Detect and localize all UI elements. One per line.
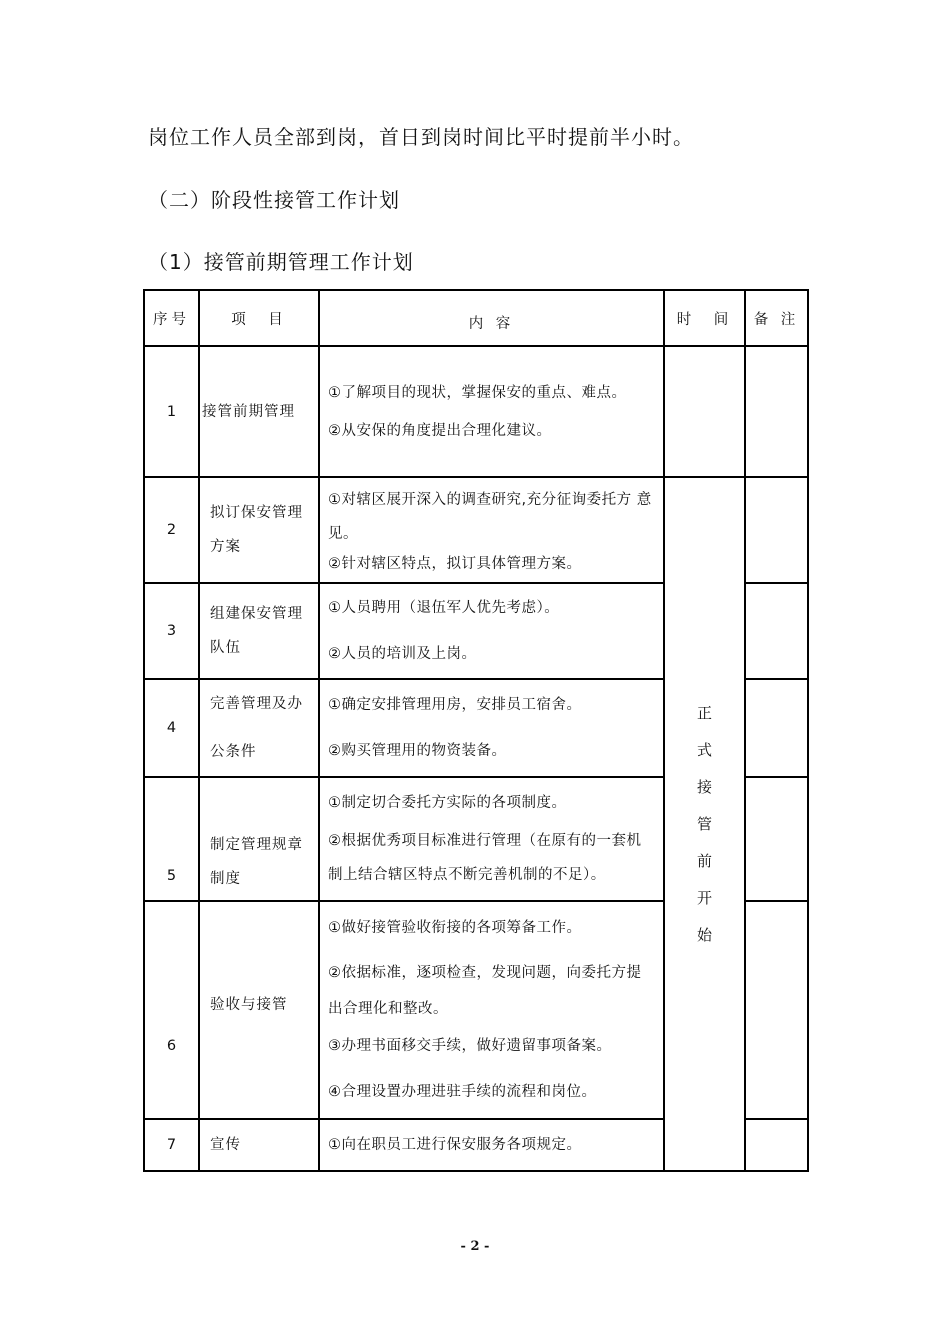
row-seq: 7 bbox=[144, 1119, 199, 1171]
note-cell bbox=[745, 583, 808, 679]
time-char: 前 bbox=[696, 851, 712, 870]
row-project: 拟订保安管理方案 bbox=[199, 477, 319, 583]
header-content: 内 容 bbox=[319, 290, 664, 346]
content-line: ④合理设置办理进驻手续的流程和岗位。 bbox=[328, 1084, 597, 1100]
row-project: 组建保安管理队伍 bbox=[199, 583, 319, 679]
content-line: ②从安保的角度提出合理化建议。 bbox=[328, 422, 552, 439]
time-char: 正 bbox=[696, 703, 712, 722]
row-seq: 1 bbox=[144, 346, 199, 477]
time-char: 始 bbox=[696, 925, 712, 944]
takeover-plan-table bbox=[143, 289, 809, 1172]
content-line: ①了解项目的现状，掌握保安的重点、难点。 bbox=[328, 384, 627, 401]
header-project: 项 目 bbox=[199, 290, 319, 346]
table-row bbox=[144, 346, 808, 477]
content-line: ②依据标准，逐项检查，发现问题，向委托方提出合理化和整改。 bbox=[328, 965, 642, 1017]
header-time: 时 间 bbox=[664, 290, 745, 346]
content-line: ①做好接管验收衔接的各项筹备工作。 bbox=[328, 920, 582, 936]
content-line: ③办理书面移交手续，做好遗留事项备案。 bbox=[328, 1038, 612, 1054]
header-note: 备 注 bbox=[745, 290, 808, 346]
row-seq: 5 bbox=[144, 777, 199, 901]
row-content bbox=[319, 901, 664, 1119]
table-row bbox=[144, 477, 808, 583]
content-line: ①对辖区展开深入的调查研究,充分征询委托方 意见。 bbox=[328, 492, 652, 542]
time-char: 接 bbox=[696, 777, 712, 796]
row-project: 完善管理及办公条件 bbox=[199, 679, 319, 777]
time-char: 管 bbox=[696, 814, 712, 833]
content-line: ②购买管理用的物资装备。 bbox=[328, 743, 507, 759]
row-content bbox=[319, 583, 664, 679]
row-project: 验收与接管 bbox=[199, 901, 319, 1119]
time-span-cell bbox=[664, 477, 745, 1171]
section-heading: （二）阶段性接管工作计划 bbox=[148, 188, 400, 212]
time-cell bbox=[664, 346, 745, 477]
note-cell bbox=[745, 346, 808, 477]
note-cell bbox=[745, 777, 808, 901]
page-number: - 2 - bbox=[460, 1239, 490, 1254]
time-char: 开 bbox=[696, 888, 712, 907]
row-content bbox=[319, 346, 664, 477]
row-seq: 2 bbox=[144, 477, 199, 583]
note-cell bbox=[745, 901, 808, 1119]
content-line: ②针对辖区特点，拟订具体管理方案。 bbox=[328, 556, 582, 572]
time-char: 式 bbox=[696, 740, 712, 759]
row-content bbox=[319, 477, 664, 583]
content-line: ②根据优秀项目标准进行管理（在原有的一套机制上结合辖区特点不断完善机制的不足）。 bbox=[328, 833, 642, 883]
row-content bbox=[319, 777, 664, 901]
subsection-heading: （1）接管前期管理工作计划 bbox=[148, 250, 414, 274]
row-project: 接管前期管理 bbox=[199, 346, 319, 477]
row-seq: 4 bbox=[144, 679, 199, 777]
time-span-text bbox=[695, 695, 715, 954]
content-line: ②人员的培训及上岗。 bbox=[328, 646, 477, 662]
row-project: 宣传 bbox=[199, 1119, 319, 1171]
row-content bbox=[319, 1119, 664, 1171]
content-line: ①制定切合委托方实际的各项制度。 bbox=[328, 795, 567, 811]
note-cell bbox=[745, 679, 808, 777]
paragraph-arrival: 岗位工作人员全部到岗，首日到岗时间比平时提前半小时。 bbox=[148, 125, 694, 149]
time-cell bbox=[745, 1119, 808, 1171]
row-seq: 6 bbox=[144, 901, 199, 1119]
content-line: ①人员聘用（退伍军人优先考虑）。 bbox=[328, 600, 560, 616]
row-content bbox=[319, 679, 664, 777]
content-line: ①确定安排管理用房，安排员工宿舍。 bbox=[328, 697, 582, 713]
table-header-row bbox=[144, 290, 808, 346]
row-project: 制定管理规章制度 bbox=[199, 777, 319, 901]
row-seq: 3 bbox=[144, 583, 199, 679]
content-line: ①向在职员工进行保安服务各项规定。 bbox=[328, 1137, 582, 1153]
header-seq: 序号 bbox=[144, 290, 199, 346]
note-cell bbox=[745, 477, 808, 583]
